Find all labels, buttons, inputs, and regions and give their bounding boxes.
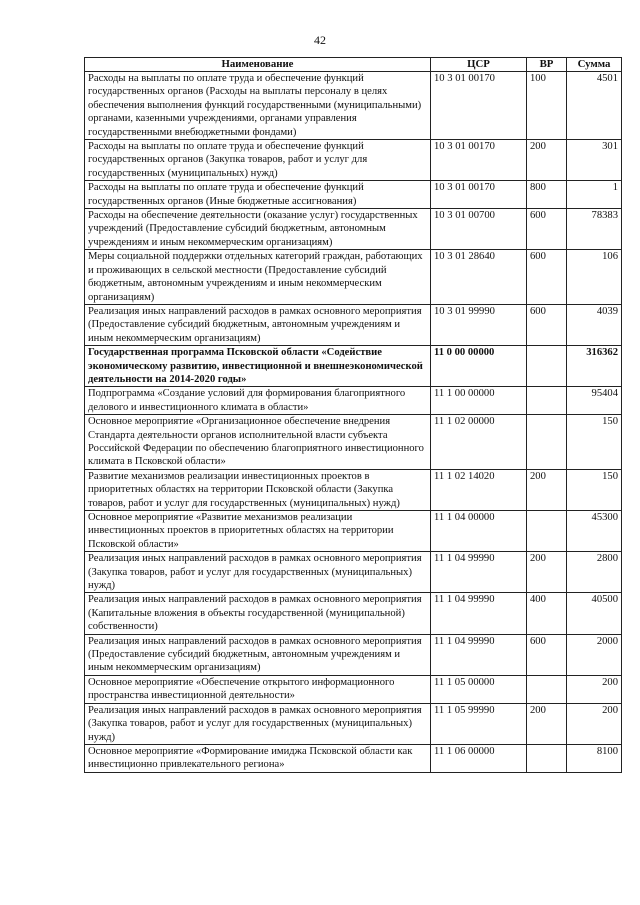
table-row — [85, 387, 622, 415]
cell-sum: 4039 — [567, 304, 622, 345]
cell-csr: 11 1 05 00000 — [431, 675, 527, 703]
cell-name: Расходы на обеспечение деятельности (оказание услуг) государственных учреждений (Предоставление субсидий бюджетным, автономным учреждениям и иным некоммерческим организациям) — [85, 209, 431, 250]
cell-name: Расходы на выплаты по оплате труда и обеспечение функций государственных органов (Расходы на выплаты персоналу в целях обеспечения выполнения функций государственными (муниципальными) органами, казенными учреждениями, органами управления государственными внебюджетными фондами) — [85, 72, 431, 140]
cell-vr — [527, 415, 567, 470]
cell-csr: 11 1 04 99990 — [431, 593, 527, 634]
cell-sum: 1 — [567, 181, 622, 209]
cell-name: Расходы на выплаты по оплате труда и обеспечение функций государственных органов (Иные бюджетные ассигнования) — [85, 181, 431, 209]
table-row — [85, 250, 622, 305]
budget-table — [84, 57, 622, 773]
cell-name: Расходы на выплаты по оплате труда и обеспечение функций государственных органов (Закупка товаров, работ и услуг для государственных (муниципальных) нужд) — [85, 140, 431, 181]
cell-sum: 4501 — [567, 72, 622, 140]
table-row — [85, 304, 622, 345]
table-row — [85, 181, 622, 209]
cell-name: Основное мероприятие «Обеспечение открытого информационного пространства инвестиционной деятельности» — [85, 675, 431, 703]
cell-csr: 11 1 02 14020 — [431, 469, 527, 510]
header-sum: Сумма — [567, 58, 622, 72]
table-row — [85, 140, 622, 181]
cell-name: Реализация иных направлений расходов в рамках основного мероприятия (Предоставление субсидий бюджетным, автономным учреждениям и иным некоммерческим организациям) — [85, 304, 431, 345]
table-row — [85, 675, 622, 703]
cell-vr — [527, 346, 567, 387]
cell-csr: 10 3 01 99990 — [431, 304, 527, 345]
cell-vr: 200 — [527, 552, 567, 593]
cell-vr — [527, 387, 567, 415]
cell-sum: 150 — [567, 469, 622, 510]
cell-sum: 200 — [567, 675, 622, 703]
table-row — [85, 511, 622, 552]
cell-vr: 600 — [527, 634, 567, 675]
table-row — [85, 469, 622, 510]
cell-csr: 11 1 05 99990 — [431, 703, 527, 744]
header-name: Наименование — [85, 58, 431, 72]
cell-vr: 100 — [527, 72, 567, 140]
page-number: 42 — [314, 33, 326, 47]
cell-csr: 11 1 00 00000 — [431, 387, 527, 415]
cell-name: Реализация иных направлений расходов в рамках основного мероприятия (Закупка товаров, работ и услуг для государственных (муниципальных) нужд) — [85, 703, 431, 744]
cell-sum: 2800 — [567, 552, 622, 593]
table-row — [85, 593, 622, 634]
cell-sum: 45300 — [567, 511, 622, 552]
table-row — [85, 415, 622, 470]
cell-name: Государственная программа Псковской области «Содействие экономическому развитию, инвестиционной и внешнеэкономической деятельности на 2014-2020 годы» — [85, 346, 431, 387]
cell-vr: 600 — [527, 209, 567, 250]
cell-csr: 11 1 04 00000 — [431, 511, 527, 552]
cell-vr: 200 — [527, 703, 567, 744]
table-row — [85, 634, 622, 675]
cell-csr: 10 3 01 00170 — [431, 72, 527, 140]
cell-vr: 600 — [527, 250, 567, 305]
cell-name: Основное мероприятие «Формирование имиджа Псковской области как инвестиционно привлекательного региона» — [85, 744, 431, 772]
cell-sum: 40500 — [567, 593, 622, 634]
cell-vr: 200 — [527, 469, 567, 510]
cell-sum: 2000 — [567, 634, 622, 675]
cell-sum: 200 — [567, 703, 622, 744]
cell-csr: 11 1 02 00000 — [431, 415, 527, 470]
table-row — [85, 744, 622, 772]
table-row — [85, 703, 622, 744]
cell-sum: 78383 — [567, 209, 622, 250]
cell-vr: 800 — [527, 181, 567, 209]
cell-csr: 11 1 04 99990 — [431, 634, 527, 675]
cell-csr: 10 3 01 00170 — [431, 140, 527, 181]
cell-csr: 10 3 01 28640 — [431, 250, 527, 305]
cell-csr: 11 0 00 00000 — [431, 346, 527, 387]
cell-csr: 11 1 04 99990 — [431, 552, 527, 593]
cell-sum: 301 — [567, 140, 622, 181]
cell-name: Меры социальной поддержки отдельных категорий граждан, работающих и проживающих в сельской местности (Предоставление субсидий бюджетным, автономным учреждениям и иным некоммерческим организациям) — [85, 250, 431, 305]
header-vr: ВР — [527, 58, 567, 72]
cell-name: Основное мероприятие «Организационное обеспечение внедрения Стандарта деятельности органов исполнительной власти субъекта Российской Федерации по обеспечению благоприятного инвестиционного климата в Псковской области» — [85, 415, 431, 470]
cell-vr — [527, 744, 567, 772]
cell-csr: 11 1 06 00000 — [431, 744, 527, 772]
cell-vr: 200 — [527, 140, 567, 181]
table-body — [85, 72, 622, 773]
cell-vr — [527, 511, 567, 552]
cell-sum: 8100 — [567, 744, 622, 772]
cell-name: Основное мероприятие «Развитие механизмов реализации инвестиционных проектов в приоритетных областях на территории Псковской области» — [85, 511, 431, 552]
cell-sum: 106 — [567, 250, 622, 305]
cell-vr: 400 — [527, 593, 567, 634]
header-csr: ЦСР — [431, 58, 527, 72]
cell-name: Развитие механизмов реализации инвестиционных проектов в приоритетных областях на территории Псковской области (Закупка товаров, работ и услуг для государственных (муниципальных) нужд) — [85, 469, 431, 510]
cell-vr: 600 — [527, 304, 567, 345]
cell-name: Реализация иных направлений расходов в рамках основного мероприятия (Капитальные вложения в объекты государственной (муниципальной) собственности) — [85, 593, 431, 634]
cell-vr — [527, 675, 567, 703]
cell-csr: 10 3 01 00170 — [431, 181, 527, 209]
cell-name: Реализация иных направлений расходов в рамках основного мероприятия (Предоставление субсидий бюджетным, автономным учреждениям и иным некоммерческим организациям) — [85, 634, 431, 675]
cell-sum: 150 — [567, 415, 622, 470]
table-header-row — [85, 58, 622, 72]
cell-csr: 10 3 01 00700 — [431, 209, 527, 250]
cell-name: Подпрограмма «Создание условий для формирования благоприятного делового и инвестиционного климата в области» — [85, 387, 431, 415]
cell-sum: 95404 — [567, 387, 622, 415]
cell-sum: 316362 — [567, 346, 622, 387]
table-row — [85, 346, 622, 387]
table-row — [85, 209, 622, 250]
cell-name: Реализация иных направлений расходов в рамках основного мероприятия (Закупка товаров, работ и услуг для государственных (муниципальных) нужд) — [85, 552, 431, 593]
table-row — [85, 552, 622, 593]
table-row — [85, 72, 622, 140]
